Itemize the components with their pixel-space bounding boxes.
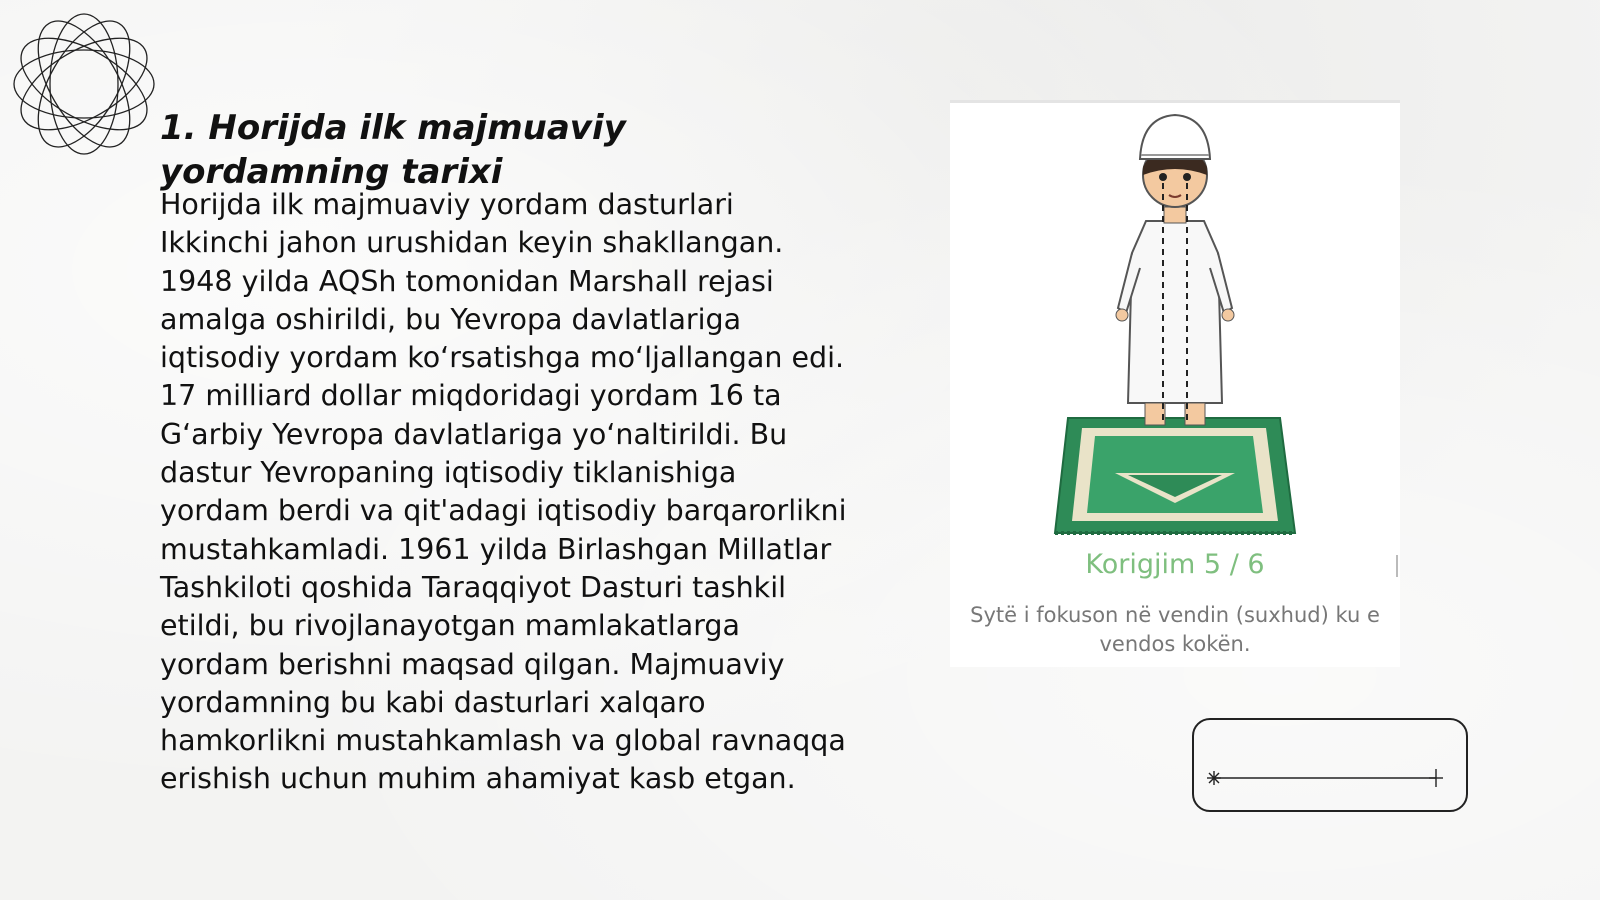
slide-body-text: Horijda ilk majmuaviy yordam dasturlari Ikkinchi jahon urushidan keyin shakllangan. 1948 yilda AQSh tomonidan Marshall rejasi amalga oshirildi, bu Yevropa davlatlariga iqtisodiy yordam ko‘rsatishga mo‘ljallangan edi. 17 milliard dollar miqdoridagi yordam 16 ta G‘arbiy Yevropa davlatlariga yo‘naltirildi. Bu dastur Yevropaning iqtisodiy tiklanishiga yordam berdi va qit'adagi iqtisodiy barqarorlikni mustahkamladi. 1961 yilda Birlashgan Millatlar Tashkiloti qoshida Taraqqiyot Dasturi tashkil etildi, bu rivojlanayotgan mamlakatlarga yordam berishni maqsad qilgan. Majmuaviy yordamning bu kabi dasturlari xalqaro hamkorlikni mustahkamlash va global ravnaqqa erishish uchun muhim ahamiyat kasb etgan. (160, 188, 847, 796)
decorative-rounded-box (1192, 718, 1468, 812)
slide-title: 1. Horijda ilk majmuaviy yordamning tarixi (160, 108, 626, 192)
image-card (950, 100, 1400, 667)
image-caption: Sytë i fokuson në vendin (suxhud) ku e vendos kokën. (970, 603, 1380, 656)
decorative-line-icon (1204, 768, 1454, 788)
step-label: Korigjim 5 / 6 (1085, 549, 1265, 580)
spirograph-ornament-icon (10, 10, 158, 158)
divider (1396, 555, 1398, 577)
prayer-mat-icon (1055, 418, 1295, 533)
boy-figure-icon (1116, 115, 1234, 425)
prayer-illustration (950, 103, 1400, 543)
